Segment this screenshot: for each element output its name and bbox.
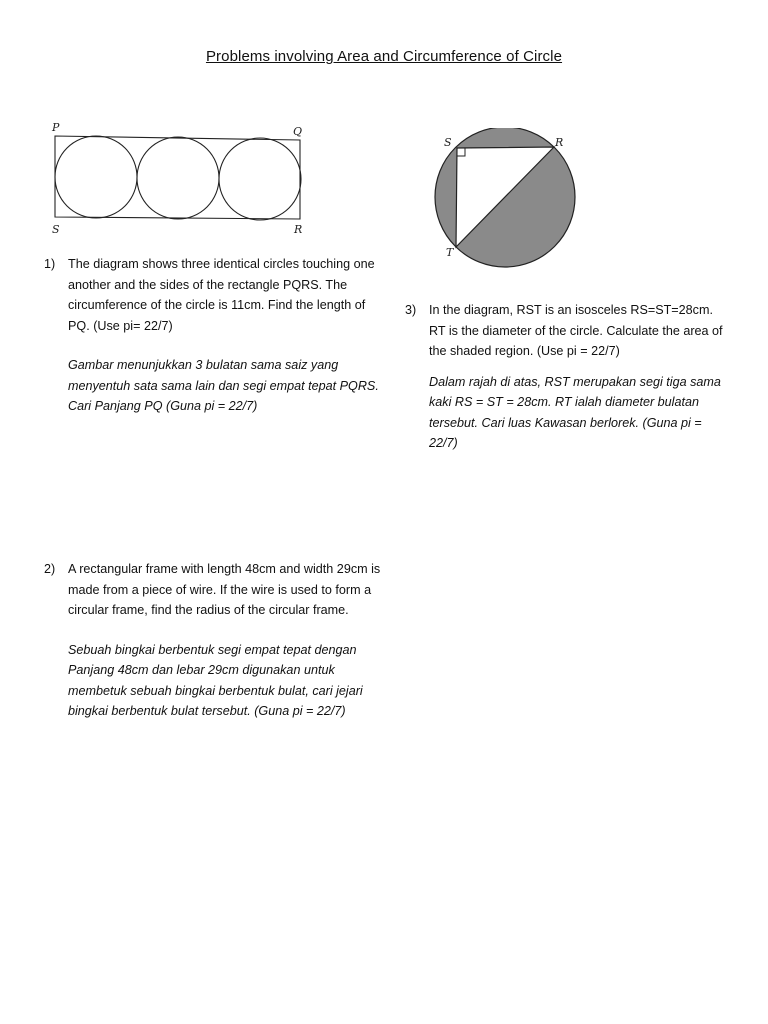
label-s: S — [444, 136, 452, 149]
label-r: R — [555, 136, 564, 149]
question-3 — [405, 300, 730, 454]
circle-triangle-diagram — [428, 128, 588, 268]
page-title: Problems involving Area and Circumference of Circle — [205, 48, 563, 65]
question-text-malay: Gambar menunjukkan 3 bulatan sama saiz yang menyentuh sata sama lain dan segi empat tepat PQRS. Cari Panjang PQ (Guna pi = 22/7) — [68, 358, 379, 413]
question-number: 3) — [405, 303, 417, 317]
question-1 — [44, 254, 389, 417]
question-text-english: In the diagram, RST is an isosceles RS=ST=28cm. RT is the diameter of the circle. Calculate the area of the shaded region. (Use pi = 22/7) — [429, 303, 723, 358]
question-number: 1) — [44, 257, 56, 271]
circle-1 — [55, 136, 137, 218]
label-q: Q — [293, 125, 303, 138]
question-text-malay: Dalam rajah di atas, RST merupakan segi tiga sama kaki RS = ST = 28cm. RT ialah diameter bulatan tersebut. Cari luas Kawasan berlorek. (Guna pi = 22/7) — [429, 374, 721, 450]
three-circles-diagram — [44, 118, 314, 240]
question-number: 2) — [44, 562, 56, 576]
question-2 — [44, 559, 389, 722]
label-r: R — [294, 223, 303, 236]
question-text-malay: Sebuah bingkai berbentuk segi empat tepat dengan Panjang 48cm dan lebar 29cm digunakan untuk membetuk sebuah bingkai berbentuk bulat, cari jejari bingkai berbentuk bulat tersebut. (Guna pi = 22/7) — [68, 642, 363, 718]
question-text-english: A rectangular frame with length 48cm and width 29cm is made from a piece of wire. If the wire is used to form a circular frame, find the radius of the circular frame. — [68, 562, 381, 617]
circle-2 — [137, 137, 219, 219]
circle-3 — [219, 138, 301, 220]
rectangle-pqrs — [55, 136, 300, 219]
label-t: T — [446, 246, 454, 259]
question-text-english: The diagram shows three identical circles touching one another and the sides of the rectangle PQRS. The circumference of the circle is 11cm. Find the length of PQ. (Use pi= 22/7) — [68, 257, 375, 333]
label-p: P — [52, 121, 60, 134]
label-s: S — [52, 223, 60, 236]
